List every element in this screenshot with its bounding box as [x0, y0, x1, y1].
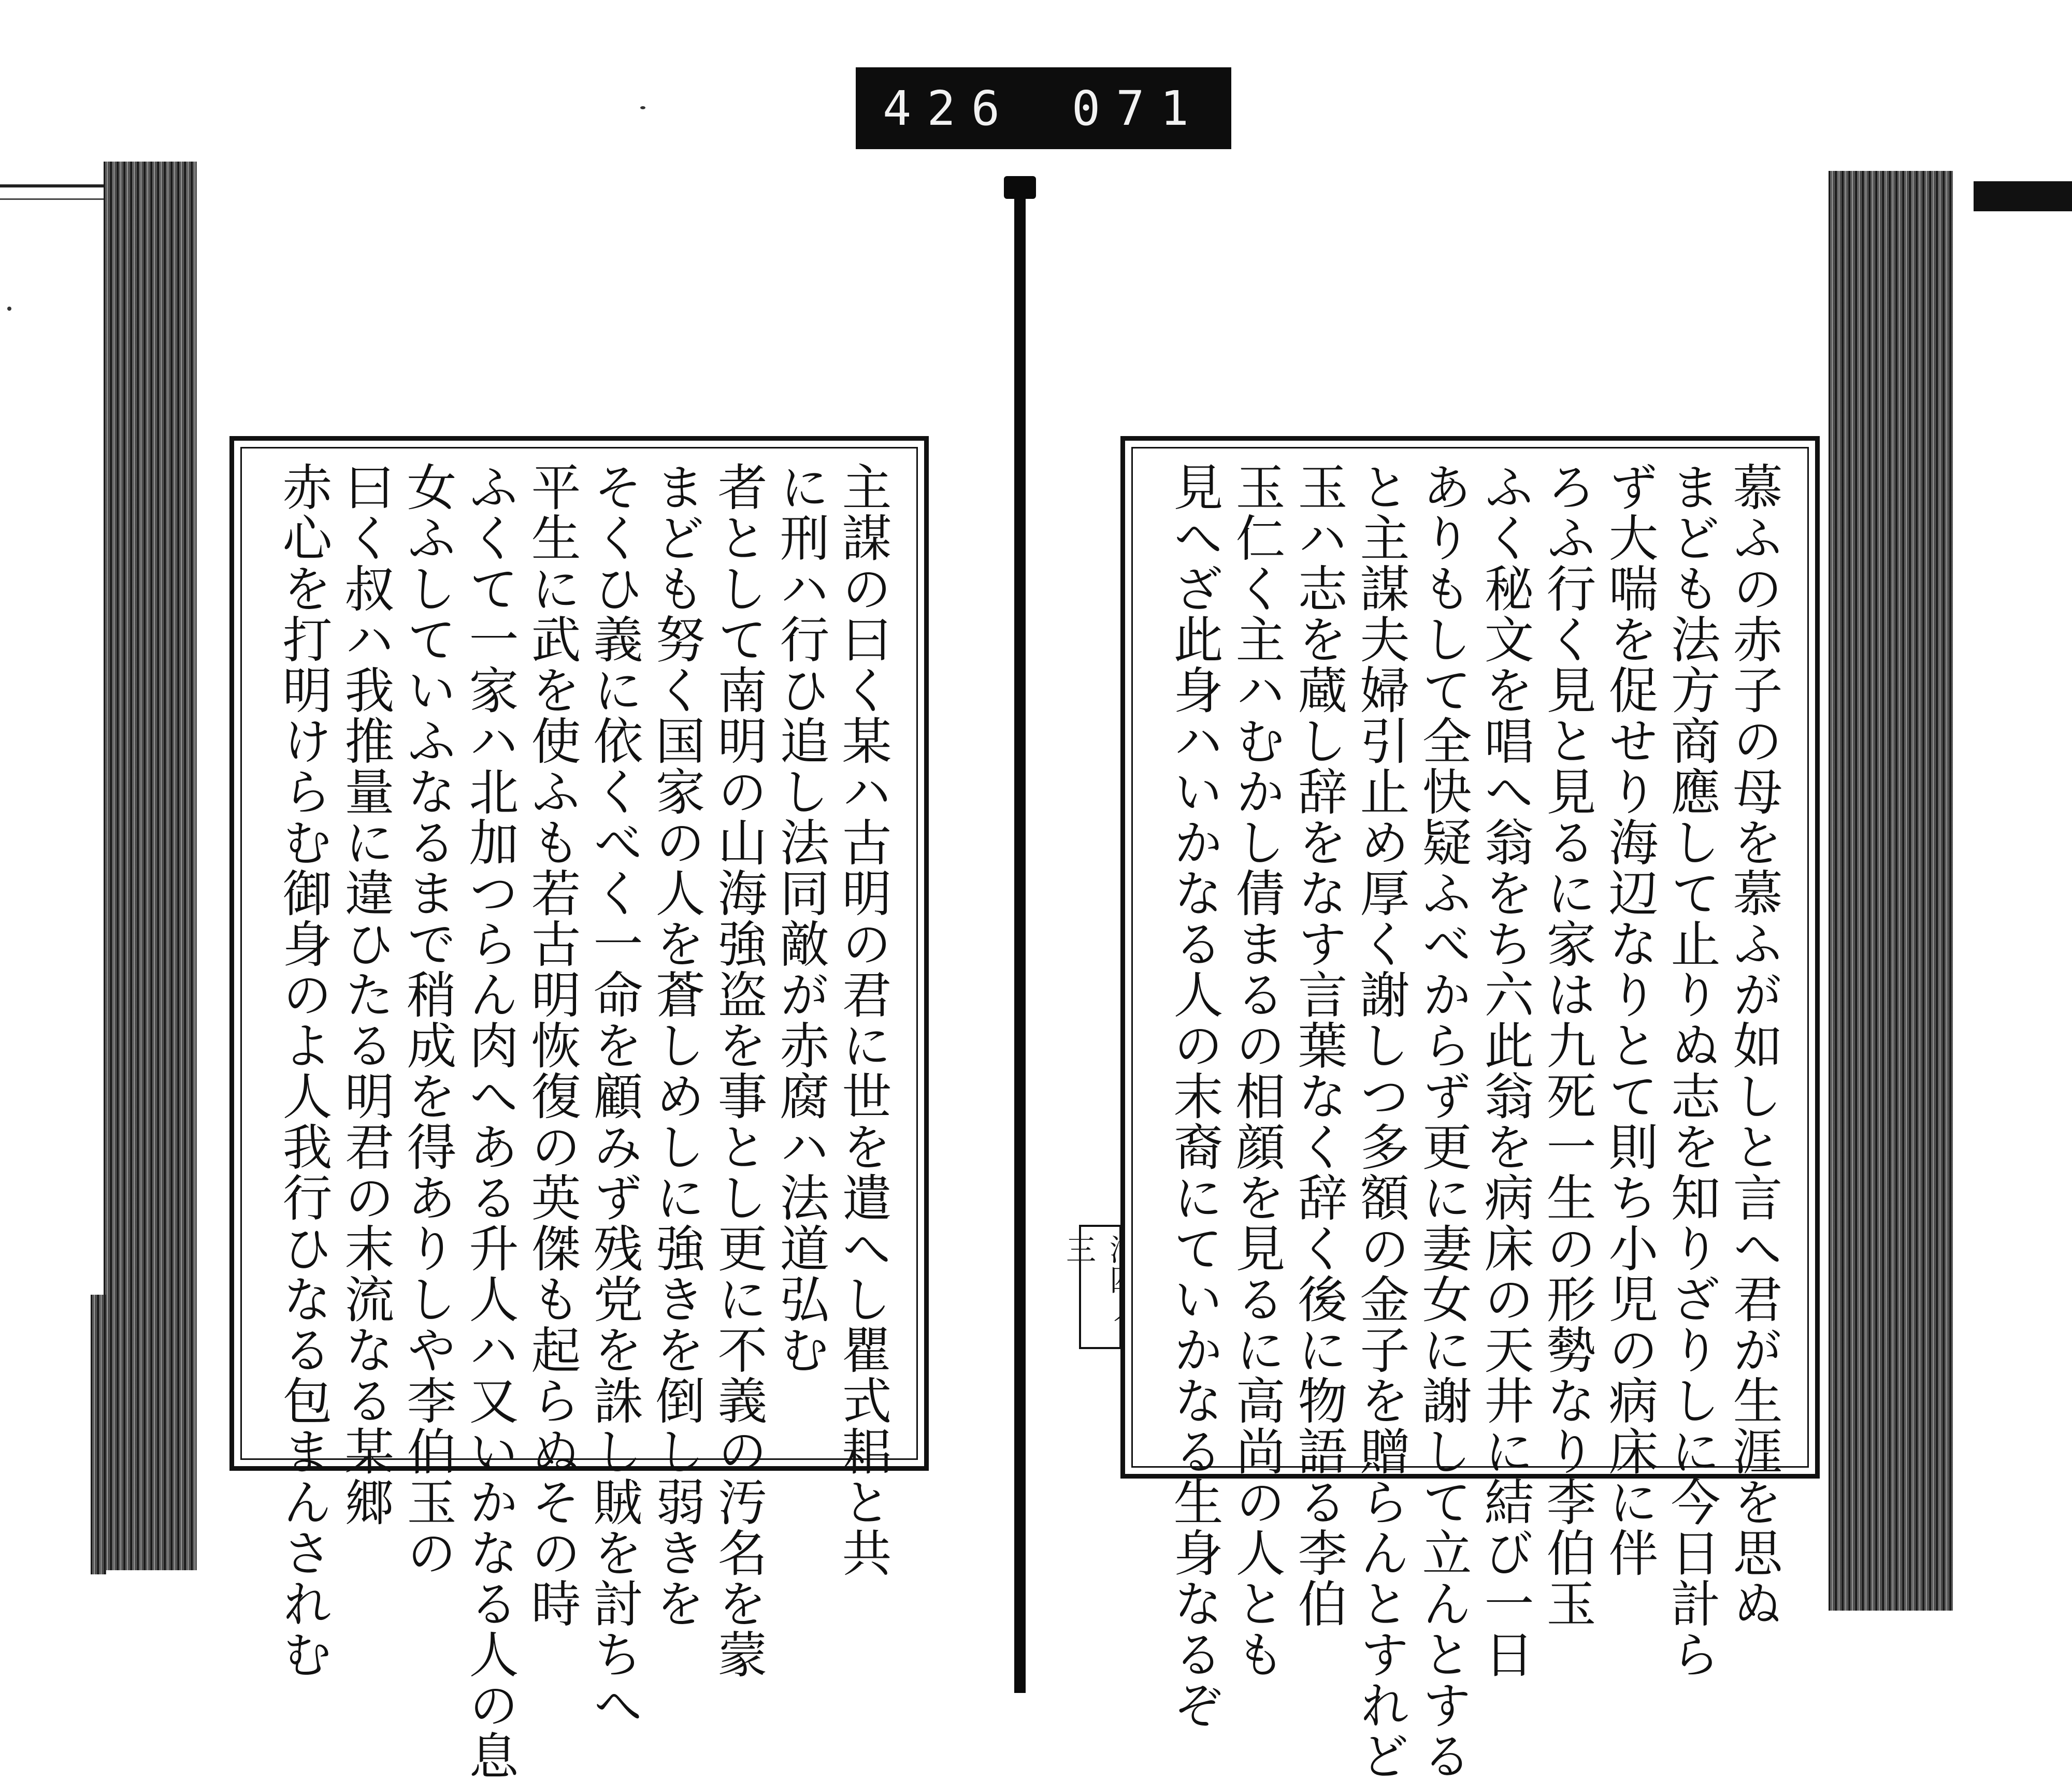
right-column-4: ろふ行く見と見るに家は九死一生の形勢なり李伯玉 — [1538, 461, 1596, 1629]
left-column-2: に刑ハ行ひ追し法同敵が赤腐ハ法道弘む — [772, 461, 830, 1375]
right-column-6: ありもして全快疑ふべからず更に妻女に謝して立んとする — [1414, 461, 1472, 1781]
left-column-8: 女ふしていふなるまで稍成を得ありしや李伯玉の — [399, 461, 457, 1578]
left-scan-rule-thin — [0, 198, 111, 200]
right-column-3: ず大喘を促せり海辺なりとて則ち小児の病床に伴 — [1601, 461, 1659, 1578]
right-column-7: と主謀夫婦引止め厚く謝しつ多額の金子を贈らんとすれど — [1352, 461, 1410, 1781]
right-page-text-panel — [1120, 436, 1820, 1781]
frame-number: 071 — [1071, 80, 1204, 136]
left-column-9: 曰く叔ハ我推量に違ひたる明君の末流なる某郷 — [337, 461, 395, 1527]
left-column-7: ふくて一家ハ北加つらん肉へある升人ハ又いかなる人の息 — [461, 461, 519, 1781]
reel-number: 426 — [883, 80, 1016, 136]
dust-speck — [7, 307, 11, 311]
left-column-4: まども努く国家の人を蒼しめしに強きを倒し弱きを — [648, 461, 706, 1629]
right-column-2: まども法方商應して止りぬ志を知りざりしに今日計ら — [1663, 461, 1721, 1679]
left-column-1: 主謀の曰く某ハ古明の君に世を遣へし瞿式耜と共 — [834, 461, 892, 1578]
right-column-9: 玉仁く主ハむかし倩まるの相顔を見るに高尚の人とも — [1228, 461, 1286, 1679]
right-column-8: 玉ハ志を蔵し辞をなす言葉なく辞く後に物語る李伯 — [1290, 461, 1348, 1629]
left-page-text-panel — [229, 436, 929, 1781]
margin-volume-tag: 三 — [1079, 1225, 1121, 1349]
left-scan-rule — [0, 184, 111, 187]
dust-speck — [640, 106, 645, 109]
left-column-5: そくひ義に依くべく一命を顧みず残党を誅し賊を討ちへ — [585, 461, 643, 1730]
microfilm-frame-label — [856, 67, 1231, 149]
book-gutter — [1014, 193, 1026, 1693]
left-column-3: 者として南明の山海強盗を事とし更に不義の汚名を蒙 — [710, 461, 768, 1679]
right-column-1: 慕ふの赤子の母を慕ふが如しと言へ君が生涯を思ぬ — [1725, 461, 1783, 1629]
left-page-fore-edge — [104, 162, 197, 1570]
right-column-5: ふく秘文を唱へ翁をち六此翁を病床の天井に結び一日 — [1476, 461, 1534, 1679]
right-edge-tab — [1974, 181, 2072, 211]
left-column-10: 赤心を打明けらむ御身のよ人我行ひなる包まんされむ — [275, 461, 333, 1679]
right-page-fore-edge — [1829, 171, 1953, 1611]
left-page-fore-edge-tail — [91, 1295, 106, 1574]
left-column-6: 平生に武を使ふも若古明恢復の英傑も起らぬその時 — [523, 461, 581, 1629]
right-column-10: 見へざ此身ハいかなる人の末裔にていかなる生身なるぞ — [1166, 461, 1224, 1730]
